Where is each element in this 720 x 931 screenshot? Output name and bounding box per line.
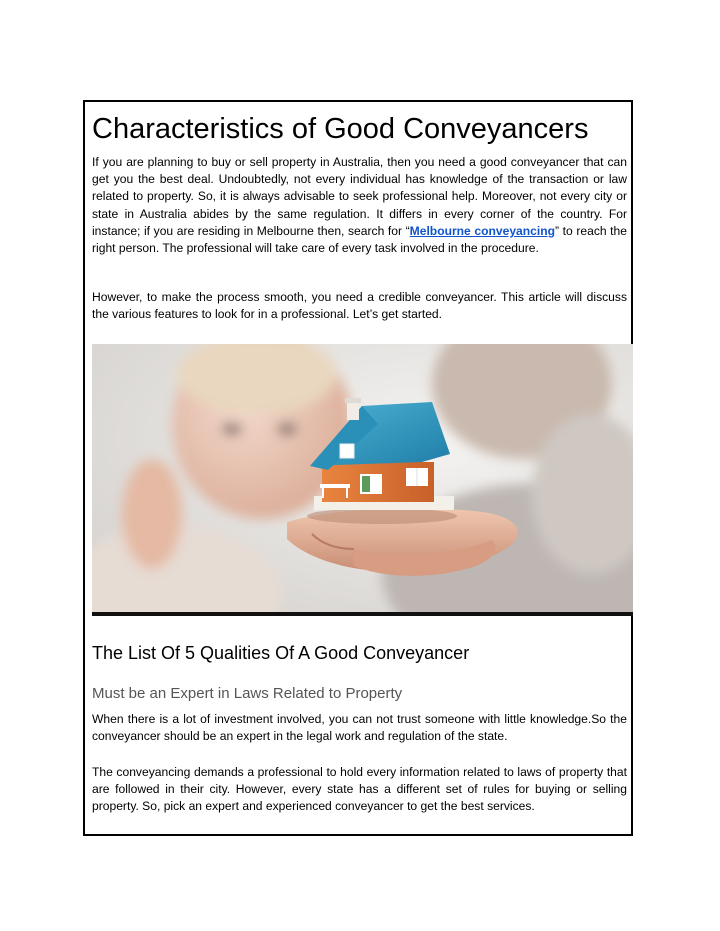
intro-text-after-link: ” to reach the right person. The professional will take care of every task involved in the procedure.: [92, 223, 627, 256]
subsection-heading: Must be an Expert in Laws Related to Property: [92, 685, 403, 702]
intro-paragraph: [92, 154, 627, 257]
intro-text-before-link: If you are planning to buy or sell property in Australia, then you need a good conveyancer that can get you the best deal. Undoubtedly, not every individual has knowledge of the transaction or law related to property. So, it is always advisable to seek professional help. Moreover, not every city or state in Australia abides by the same regulation. It differs in every corner of the country. For instance; if you are residing in Melbourne then, search for “: [92, 155, 627, 238]
house-in-hands-photo: [92, 344, 633, 616]
photo-bottom-rule: [92, 612, 633, 616]
page-title: Characteristics of Good Conveyancers: [92, 113, 589, 145]
second-paragraph: However, to make the process smooth, you need a credible conveyancer. This article will discuss the various features to look for in a professional. Let’s get started.: [92, 290, 627, 322]
section-heading: The List Of 5 Qualities Of A Good Conveyancer: [92, 643, 470, 663]
third-paragraph: When there is a lot of investment involved, you can not trust someone with little knowledge.So the conveyancer should be an expert in the legal work and regulation of the state.: [92, 712, 627, 744]
fourth-paragraph: The conveyancing demands a professional to hold every information related to laws of property that are followed in their city. However, every state has a different set of rules for buying or selling property. So, pick an expert and experienced conveyancer to get the best services.: [92, 765, 627, 814]
melbourne-conveyancing-link[interactable]: Melbourne conveyancing: [409, 223, 556, 238]
document-frame: [83, 100, 633, 836]
